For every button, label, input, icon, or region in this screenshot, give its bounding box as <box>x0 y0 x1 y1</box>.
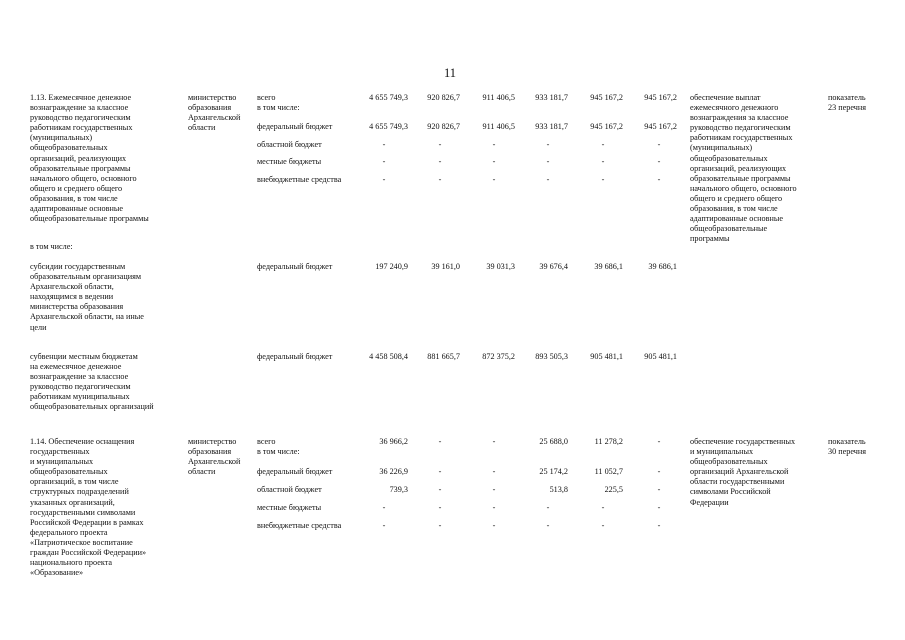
value-2023: 513,8 <box>549 485 568 494</box>
value-2024: 11 278,2 <box>594 437 623 446</box>
value-2023: - <box>546 140 550 149</box>
value-2023: 39 676,4 <box>539 262 568 271</box>
funding-source: областной бюджет <box>257 485 322 494</box>
value-2025: - <box>657 503 661 512</box>
measure-description-1-13: 1.13. Ежемесячное денежное вознаграждение за классное руководство педагогическим работникам государственных (муниципальных) общеобразовательных организаций, реализующих образовательные программы начального общего, основного общего и среднего общего образования, в том числе адаптированные основные общеобразовательные программы <box>30 93 149 224</box>
value-2024: 225,5 <box>604 485 623 494</box>
value-2024: - <box>601 175 605 184</box>
value-total: - <box>382 503 386 512</box>
value-2022: - <box>492 140 496 149</box>
funding-source: областной бюджет <box>257 140 322 149</box>
value-2022: 911 406,5 <box>482 122 515 131</box>
value-2023: - <box>546 157 550 166</box>
funding-source: федеральный бюджет <box>257 352 333 361</box>
value-2021: - <box>438 485 442 494</box>
value-2023: - <box>546 503 550 512</box>
value-2025: 945 167,2 <box>644 122 677 131</box>
indicator-1-13: показатель 23 перечня <box>828 93 867 113</box>
value-total: 4 458 508,4 <box>369 352 408 361</box>
value-2024: 11 052,7 <box>594 467 623 476</box>
expected-result-1-14: обеспечение государственных и муниципальных общеобразовательных организаций Архангельской области государственными символами Российской Федерации <box>690 437 796 507</box>
value-total: - <box>382 140 386 149</box>
value-total: 739,3 <box>389 485 408 494</box>
value-2023: 893 505,3 <box>535 352 568 361</box>
value-2023: 933 181,7 <box>535 122 568 131</box>
value-2022: - <box>492 503 496 512</box>
value-2024: 945 167,2 <box>590 122 623 131</box>
value-total: 36 966,2 <box>379 437 408 446</box>
value-2022: - <box>492 521 496 530</box>
value-2022: 39 031,3 <box>486 262 515 271</box>
value-2025: - <box>657 175 661 184</box>
value-2025: - <box>657 140 661 149</box>
value-2025: - <box>657 157 661 166</box>
value-2024: - <box>601 503 605 512</box>
executor-1-14: министерство образования Архангельской области <box>188 437 241 477</box>
value-2021: - <box>438 175 442 184</box>
value-total: 4 655 749,3 <box>369 122 408 131</box>
value-2024: - <box>601 157 605 166</box>
funding-source: федеральный бюджет <box>257 467 333 476</box>
value-2022: 911 406,5 <box>482 93 515 102</box>
value-2024: - <box>601 140 605 149</box>
value-2022: - <box>492 467 496 476</box>
value-2021: - <box>438 467 442 476</box>
funding-source: местные бюджеты <box>257 157 322 166</box>
value-2023: - <box>546 521 550 530</box>
value-2021: 920 826,7 <box>427 93 460 102</box>
value-2023: 933 181,7 <box>535 93 568 102</box>
value-2024: 39 686,1 <box>594 262 623 271</box>
value-total: 4 655 749,3 <box>369 93 408 102</box>
funding-source: всего в том числе: <box>257 93 300 113</box>
funding-source: внебюджетные средства <box>257 175 342 184</box>
value-total: - <box>382 521 386 530</box>
value-2022: - <box>492 157 496 166</box>
sub-description-subventions: субвенции местным бюджетам на ежемесячное денежное вознаграждение за классное руководство педагогическим работникам муниципальных общеобразовательных организаций <box>30 352 154 412</box>
indicator-1-14: показатель 30 перечня <box>828 437 867 457</box>
value-2021: - <box>438 140 442 149</box>
value-2021: - <box>438 521 442 530</box>
value-2023: 25 688,0 <box>539 437 568 446</box>
value-2022: - <box>492 485 496 494</box>
value-2022: - <box>492 175 496 184</box>
funding-source: федеральный бюджет <box>257 262 333 271</box>
sub-description-subsidies: субсидии государственным образовательным организациям Архангельской области, находящимся в ведении министерства образования Архангельской области, на иные цели <box>30 262 144 332</box>
value-2025: - <box>657 467 661 476</box>
value-2024: 905 481,1 <box>590 352 623 361</box>
funding-source: всего в том числе: <box>257 437 300 457</box>
measure-description-1-14: 1.14. Обеспечение оснащения государственных и муниципальных общеобразовательных организаций, в том числе структурных подразделений указанных организаций, государственными символами Российской Федерации в рамках федерального проекта «Патриотическое воспитание граждан Российской Федерации» национального проекта «Образование» <box>30 437 147 578</box>
value-2021: - <box>438 503 442 512</box>
funding-source: федеральный бюджет <box>257 122 333 131</box>
value-2025: 39 686,1 <box>648 262 677 271</box>
value-2023: 25 174,2 <box>539 467 568 476</box>
value-2021: 881 665,7 <box>427 352 460 361</box>
executor-1-13: министерство образования Архангельской области <box>188 93 241 133</box>
value-2025: - <box>657 485 661 494</box>
expected-result-1-13: обеспечение выплат ежемесячного денежного вознаграждения за классное руководство педагогическим работникам государственных (муниципальных) общеобразовательных организаций, реализующих образовательные программы начального общего, основного общего и среднего общего образования, в том числе адаптированные основные общеобразовательные программы <box>690 93 797 244</box>
funding-source: внебюджетные средства <box>257 521 342 530</box>
value-2022: 872 375,2 <box>482 352 515 361</box>
value-2024: 945 167,2 <box>590 93 623 102</box>
value-2024: - <box>601 521 605 530</box>
including-label: в том числе: <box>30 242 73 251</box>
value-2021: - <box>438 157 442 166</box>
value-2022: - <box>492 437 496 446</box>
value-total: 36 226,9 <box>379 467 408 476</box>
value-2023: - <box>546 175 550 184</box>
value-2025: - <box>657 521 661 530</box>
page-number: 11 <box>444 66 457 80</box>
value-2021: - <box>438 437 442 446</box>
value-total: 197 240,9 <box>375 262 408 271</box>
value-2025: 945 167,2 <box>644 93 677 102</box>
value-2021: 920 826,7 <box>427 122 460 131</box>
value-total: - <box>382 157 386 166</box>
value-2021: 39 161,0 <box>431 262 460 271</box>
value-total: - <box>382 175 386 184</box>
value-2025: - <box>657 437 661 446</box>
funding-source: местные бюджеты <box>257 503 322 512</box>
value-2025: 905 481,1 <box>644 352 677 361</box>
